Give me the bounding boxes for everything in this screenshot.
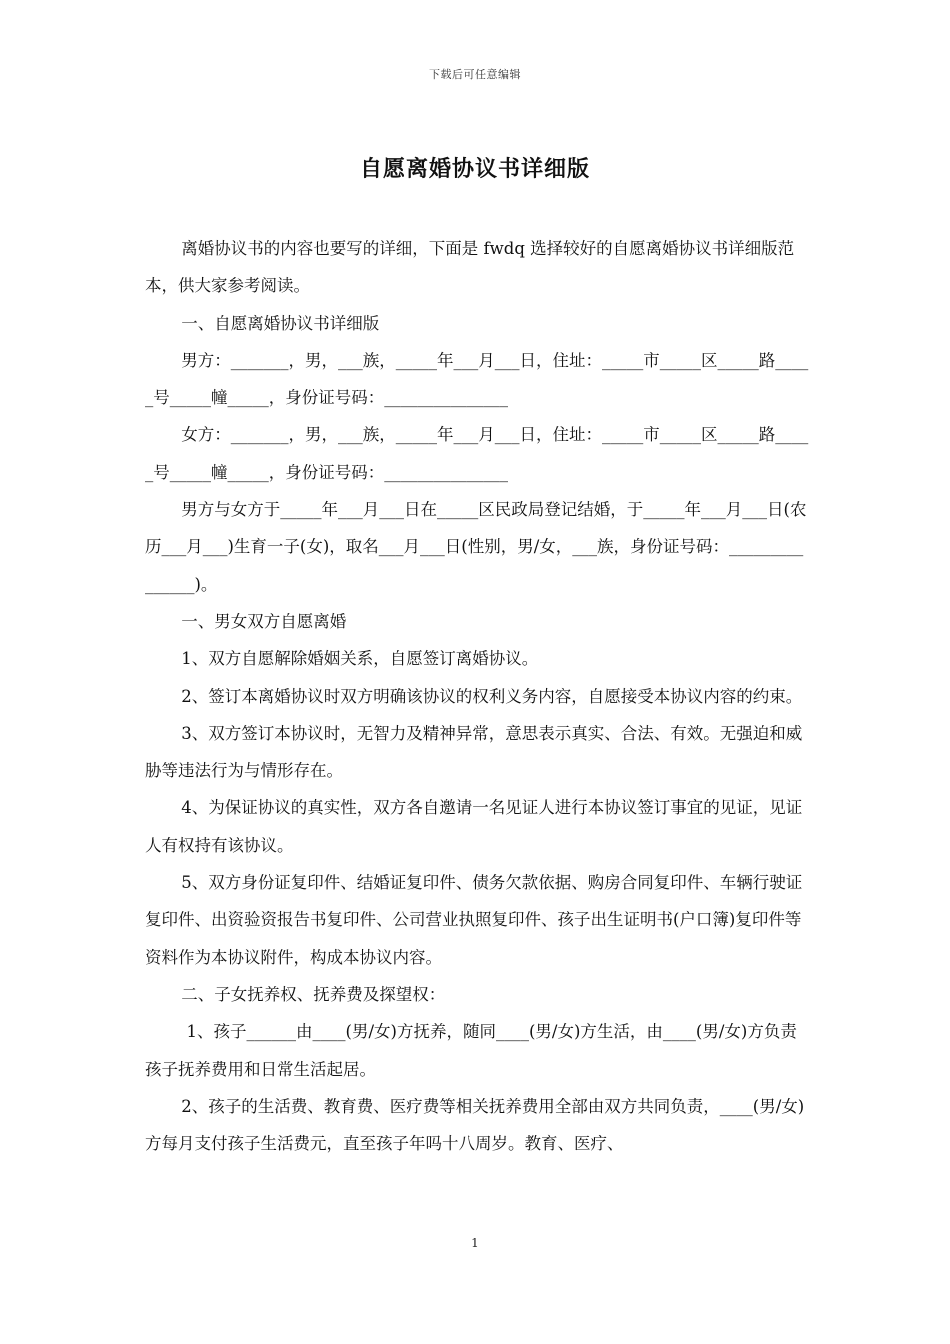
paragraph-marriage-info: 男方与女方于_____年___月___日在_____区民政局登记结婚，于_____年___月___日(农历___月___)生育一子(女)，取名___月___日(性别，男/女，___族，身份证号码：_______________)。 bbox=[145, 500, 807, 594]
custody-clause-1: 1、孩子______由____(男/女)方抚养，随同____(男/女)方生活，由____(男/女)方负责孩子抚养费用和日常生活起居。 bbox=[145, 1022, 797, 1079]
document-body bbox=[145, 230, 809, 1162]
clause-5: 5、双方身份证复印件、结婚证复印件、债务欠款依据、购房合同复印件、车辆行驶证复印件、出资验资报告书复印件、公司营业执照复印件、孩子出生证明书(户口簿)复印件等资料作为本协议附件，构成本协议内容。 bbox=[145, 873, 803, 967]
clause-4: 4、为保证协议的真实性，双方各自邀请一名见证人进行本协议签订事宜的见证，见证人有权持有该协议。 bbox=[145, 798, 803, 855]
paragraph-husband-info: 男方：_______，男，___族，_____年___月___日，住址：_____市_____区_____路_____号_____幢_____，身份证号码：_______________ bbox=[145, 350, 809, 408]
page-number: 1 bbox=[471, 1236, 479, 1250]
section-heading-custody: 二、子女抚养权、抚养费及探望权： bbox=[181, 984, 446, 1004]
page-header: 下载后可任意编辑 bbox=[429, 68, 521, 81]
paragraph-wife-info: 女方：_______，男，___族，_____年___月___日，住址：_____市_____区_____路_____号_____幢_____，身份证号码：_______________ bbox=[145, 425, 809, 482]
clause-3: 3、双方签订本协议时，无智力及精神异常，意思表示真实、合法、有效。无强迫和威胁等违法行为与情形存在。 bbox=[145, 723, 803, 781]
section-heading-agreement: 一、自愿离婚协议书详细版 bbox=[181, 313, 380, 333]
paragraph-intro: 离婚协议书的内容也要写的详细，下面是 fwdq 选择较好的自愿离婚协议书详细版范本，供大家参考阅读。 bbox=[145, 239, 795, 296]
section-heading-voluntary-divorce: 一、男女双方自愿离婚 bbox=[181, 611, 347, 631]
document-title: 自愿离婚协议书详细版 bbox=[359, 157, 590, 182]
clause-2: 2、签订本离婚协议时双方明确该协议的权利义务内容，自愿接受本协议内容的约束。 bbox=[181, 686, 803, 706]
clause-1: 1、双方自愿解除婚姻关系，自愿签订离婚协议。 bbox=[181, 649, 539, 669]
custody-clause-2: 2、孩子的生活费、教育费、医疗费等相关抚养费用全部由双方共同负责，____(男/女)方每月支付孩子生活费元，直至孩子年吗十八周岁。教育、医疗、 bbox=[145, 1096, 805, 1154]
